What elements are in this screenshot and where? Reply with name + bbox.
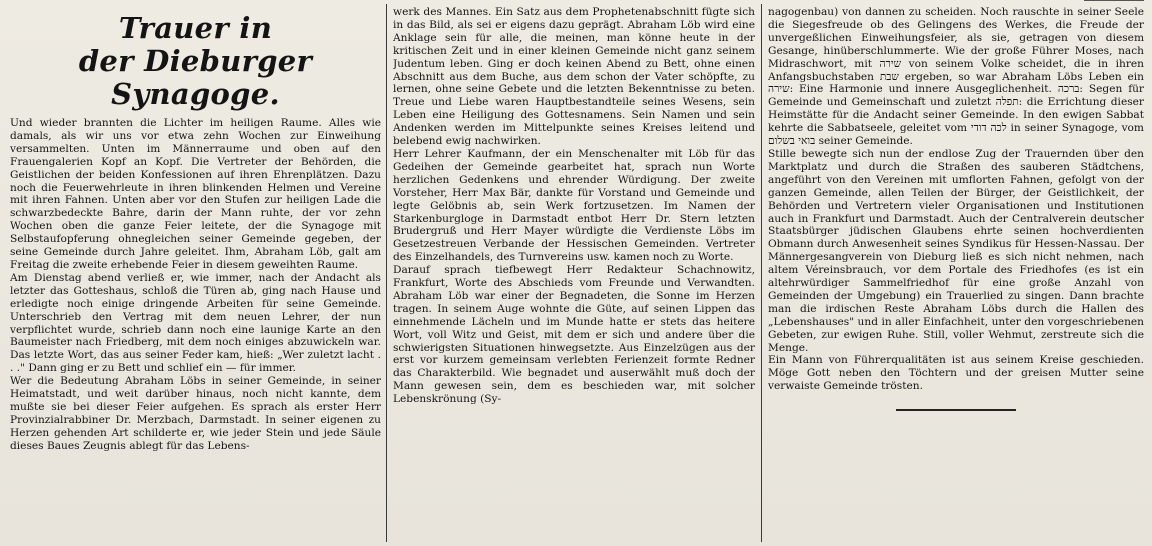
paragraph: Stille bewegte sich nun der endlose Zug der Trauernden über den Marktplatz und durch die Straßen des sauberen Städtchens, angeführt von den Vereinen mit umflorten Fahnen, gefolgt von der ganzen Gemeinde, allen Teilen der Bürger, der Geistlichkeit, der Behörden und Vertretern vieler Organisationen und Institutionen auch in Frankfurt und Darmstadt. Auch der Centralverein deutscher Staatsbürger jüdischen Glaubens ehrte seinen hochverdienten Obmann durch Anwesenheit seines Syndikus für Hessen-Nassau. Der Männergesangverein von Dieburg ließ es sich nicht nehmen, nach altem Véreinsbrauch, vor dem Portale des Friedhofes (es ist ein altehrwürdiger Sammelfriedhof für eine große Anzahl von Gemeinden der Umgebung) ein Trauerlied zu singen. Dann brachte man die irdischen Reste Abraham Löbs durch die Hallen des „Lebenshauses" und in aller Einfachheit, unter den vorgeschriebenen Gebeten, zur ewigen Ruhe. Still, voller Wehmut, zerstreute sich die Menge. — [768, 147, 1144, 354]
column-divider — [386, 4, 387, 542]
paragraph: Ein Mann von Führerqualitäten ist aus seinem Kreise geschieden. Möge Gott neben den Töchtern und der greisen Mutter seine verwaiste Gemeinde trösten. — [768, 354, 1144, 393]
paragraph: Und wieder brannten die Lichter im heiligen Raume. Alles wie damals, als wir uns vor etwa zehn Wochen zur Einweihung versammelten. Unten im Männerraume und oben auf den Frauengalerien Kopf an Kopf. Die Vertreter der Behörden, die Geistlichen der beiden Konfessionen auf ihren Ehrenplätzen. Dazu noch die Feuerwehrleute in ihren blinkenden Helmen und Vereine mit ihren Fahnen. Unten aber vor den Stufen zur heiligen Lade die schwarzbedeckte Bahre, darin der Mann ruhte, der vor zehn Wochen oben die ganze Feier leitete, der die Synagoge mit Selbstaufopferung ohnegleichen seiner Gemeinde gegeben, der seine Gemeinde durch Jahre geleitet. Ihm, Abraham Löb, galt am Freitag die zweite erhebende Feier in diesem geweihten Raume. — [10, 117, 381, 271]
paragraph: Am Dienstag abend verließ er, wie immer, nach der Andacht als letzter das Gotteshaus, schloß die Türen ab, ging nach Hause und erledigte noch einige dringende Arbeiten für seine Gemeinde. Unterschrieb den Vertrag mit dem neuen Lehrer, der nun verpflichtet wurde, schrieb dann noch eine launige Karte an den Baumeister nach Friedberg, mit dem noch einiges abzuwickeln war. Das letzte Wort, das aus seiner Feder kam, hieß: „Wer zuletzt lacht . . ." Dann ging er zu Bett und schlief ein — für immer. — [10, 271, 381, 375]
paragraph: Wer die Bedeutung Abraham Löbs in seiner Gemeinde, in seiner Heimatstadt, und weit darüber hinaus, noch nicht kannte, dem mußte sie bei dieser Feier aufgehen. Es sprach als erster Herr Provinzialrabbiner Dr. Merzbach, Darmstadt. In seiner eigenen zu Herzen gehenden Art schilderte er, wie jeder Stein und jede Säule dieses Baues Zeugnis ablegt für das Lebens- — [10, 375, 381, 452]
headline-line-1: Trauer in — [118, 11, 273, 45]
top-edge-rule — [1084, 0, 1144, 1]
paragraph: nagogenbau) von dannen zu scheiden. Noch rauschte in seiner Seele die Siegesfreude ob des Gelingens des Werkes, die Freude der unvergeßlichen Einweihungsfeier, als sie, getragen von diesem Gesange, hinüberschlummerte. Wie der große Führer Moses, nach Midraschwort, mit שירה von seinem Volke scheidet, die in ihren Anfangsbuchstaben שבת ergeben, so war Abraham Löbs Leben ein שירה: Eine Harmonie und innere Ausgeglichenheit. ברכה: Segen für Gemeinde und Gemeinschaft und zuletzt תפלה: die Errichtung dieser Heimstätte für die Andacht seiner Gemeinde. In den ewigen Sabbat kehrte die Sabbatseele, geleitet vom לכה דודי in seiner Synagoge, vom בואי בשלום seiner Gemeinde. — [768, 6, 1144, 148]
article-end-rule — [896, 409, 1016, 411]
article-column-2 — [393, 6, 755, 546]
headline-line-2: der Dieburger Synagoge. — [78, 44, 313, 111]
article-column-1 — [10, 6, 381, 546]
paragraph: werk des Mannes. Ein Satz aus dem Prophetenabschnitt fügte sich in das Bild, als sei er eigens dazu geprägt. Abraham Löb wird eine Anklage sein für alle, die meinen, man könne heute in der kritischen Zeit und in einer kleinen Gemeinde nicht ganz seinem Judentum leben. Ging er doch keinen Abend zu Bett, ohne einen Abschnitt aus dem Buche, aus dem schon der Vater schöpfte, zu lernen, ohne seine Gebete und die letzten Bekenntnisse zu beten. Treue und Liebe waren Hauptbestandteile seines Wesens, sein Leben eine Heiligung des Gottesnamens. Sein Namen und sein Andenken werden im Mittelpunkte seines Kreises leitend und belebend ewig nachwirken. — [393, 6, 755, 148]
paragraph: Herr Lehrer Kaufmann, der ein Menschenalter mit Löb für das Gedeihen der Gemeinde gearbeitet hat, sprach nun Worte herzlichen Gedenkens und ehrender Würdigung. Der zweite Vorsteher, Herr Max Bär, dankte für Vorstand und Gemeinde und legte Gelöbnis ab, sein Werk fortzusetzen. Im Namen der Starkenburgloge in Darmstadt entbot Herr Dr. Stern letzten Brudergruß und Herr Mayer würdigte die Verdienste Löbs im Gesetzestreuen Verbande der Hessischen Gemeinden. Vertreter des Einzelhandels, des Turnvereins usw. kamen noch zu Worte. — [393, 147, 755, 264]
column-divider — [761, 4, 762, 542]
article-headline — [10, 12, 381, 111]
article-column-3 — [768, 6, 1144, 546]
paragraph: Darauf sprach tiefbewegt Herr Redakteur Schachnowitz, Frankfurt, Worte des Abschieds vom Freunde und Verwandten. Abraham Löb war einer der Begnadeten, die Sonne im Herzen tragen. In seinem Auge wohnte die Güte, auf seinen Lippen das einnehmende Lächeln und im Munde hatte er stets das heitere Wort, voll Witz und Geist, mit dem er sich und andere über die schwierigsten Situationen hinwegsetzte. Aus Einzelzügen aus der erst vor kurzem gemeinsam verlebten Ferienzeit formte Redner das Charakterbild. Wie begnadet und auserwählt muß doch der Mann gewesen sein, dem es beschieden war, mit solcher Lebenskrönung (Sy- — [393, 264, 755, 406]
